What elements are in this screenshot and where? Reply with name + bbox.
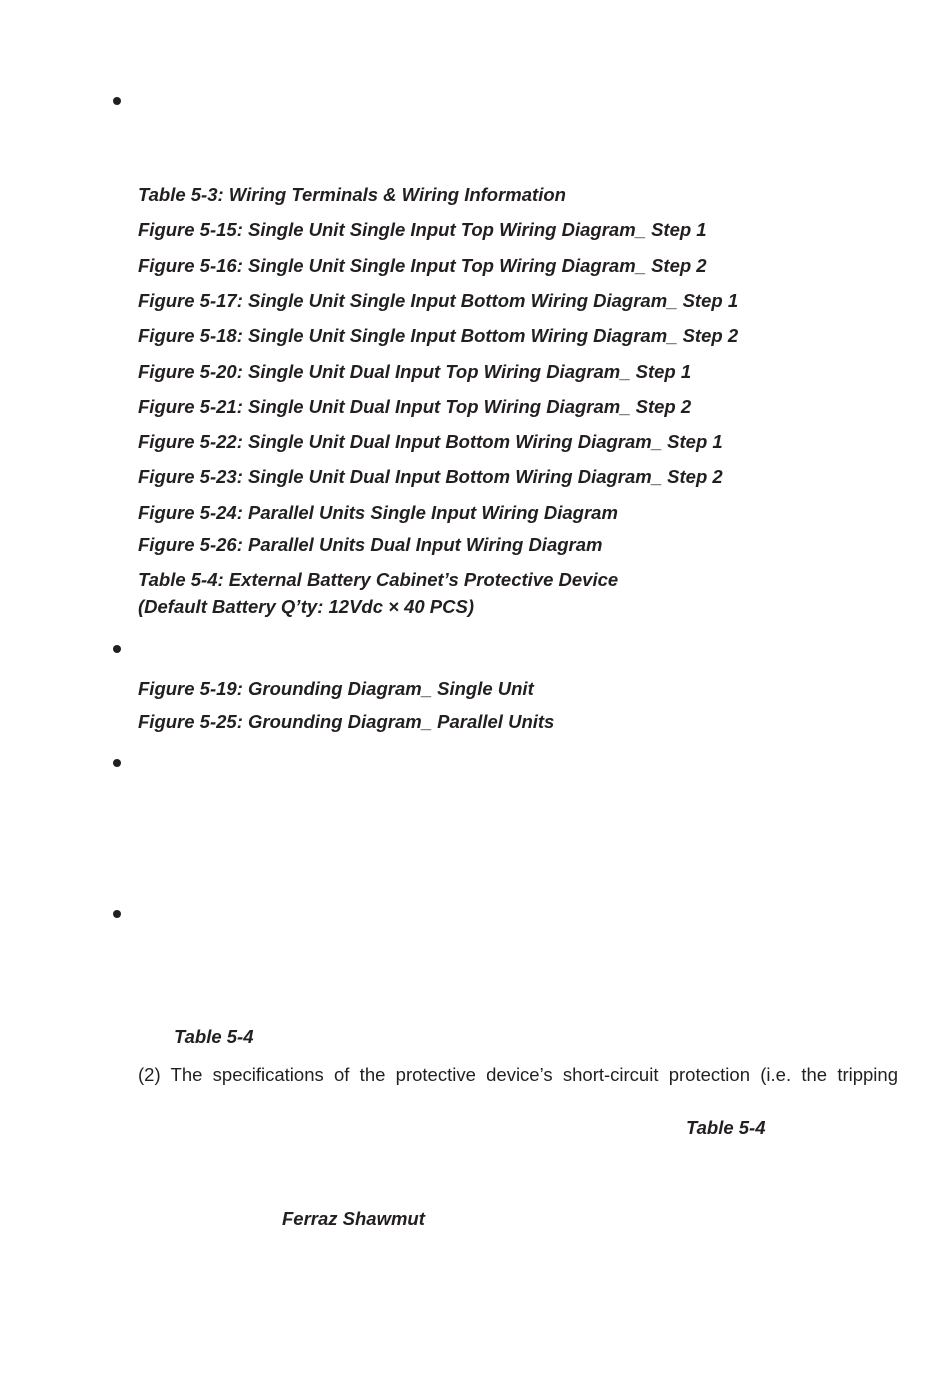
ref-figure-5-15: Figure 5-15: Single Unit Single Input Top Wiring Diagram_ Step 1 (138, 219, 707, 240)
ref-table-5-4-line1: Table 5-4: External Battery Cabinet’s Protective Device (138, 569, 619, 590)
bullet-4 (113, 910, 121, 918)
ref-figure-5-21: Figure 5-21: Single Unit Dual Input Top Wiring Diagram_ Step 2 (138, 396, 692, 417)
ref-figure-5-19: Figure 5-19: Grounding Diagram_ Single Unit (138, 678, 534, 699)
ref-figure-5-25: Figure 5-25: Grounding Diagram_ Parallel Units (138, 711, 555, 732)
paragraph-2: (2) The specifications of the protective device’s short-circuit protection (i.e. the tripping (138, 1064, 898, 1085)
bullet-3 (113, 759, 121, 767)
brand-ref: Ferraz Shawmut (282, 1208, 425, 1229)
ref-figure-5-18: Figure 5-18: Single Unit Single Input Bottom Wiring Diagram_ Step 2 (138, 325, 739, 346)
ref-table-5-4-line2: (Default Battery Q’ty: 12Vdc × 40 PCS) (138, 596, 475, 617)
bullet-1 (113, 97, 121, 105)
table-ref-a: Table 5-4 (174, 1026, 254, 1047)
ref-figure-5-24: Figure 5-24: Parallel Units Single Input Wiring Diagram (138, 502, 618, 523)
ref-figure-5-23: Figure 5-23: Single Unit Dual Input Bottom Wiring Diagram_ Step 2 (138, 466, 723, 487)
table-ref-b: Table 5-4 (686, 1117, 766, 1138)
ref-figure-5-22: Figure 5-22: Single Unit Dual Input Bottom Wiring Diagram_ Step 1 (138, 431, 723, 452)
ref-figure-5-17: Figure 5-17: Single Unit Single Input Bottom Wiring Diagram_ Step 1 (138, 290, 739, 311)
ref-figure-5-26: Figure 5-26: Parallel Units Dual Input Wiring Diagram (138, 534, 603, 555)
ref-figure-5-16: Figure 5-16: Single Unit Single Input Top Wiring Diagram_ Step 2 (138, 255, 707, 276)
ref-table-5-3: Table 5-3: Wiring Terminals & Wiring Information (138, 184, 566, 205)
bullet-2 (113, 645, 121, 653)
ref-figure-5-20: Figure 5-20: Single Unit Dual Input Top Wiring Diagram_ Step 1 (138, 361, 692, 382)
